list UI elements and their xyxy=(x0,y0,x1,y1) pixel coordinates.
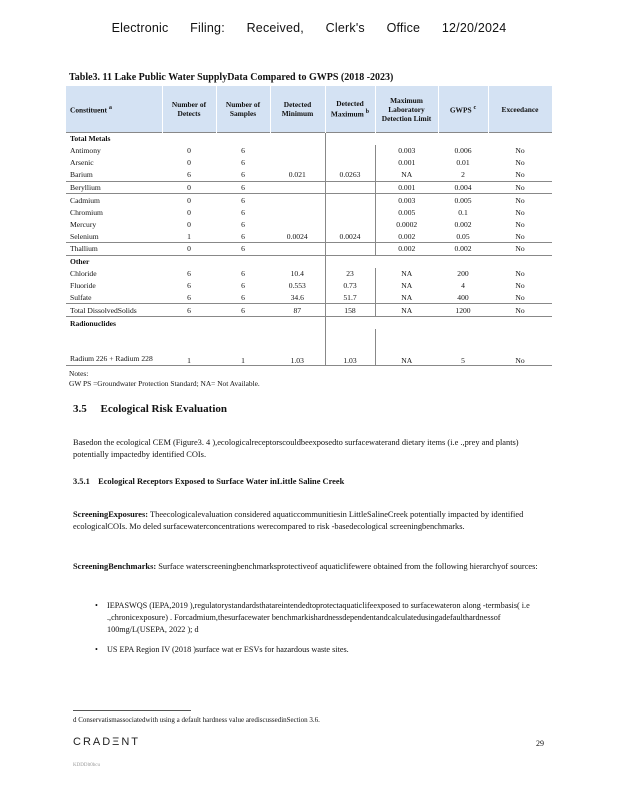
table-cell: Antimony xyxy=(70,146,101,156)
group-label: Radionuclides xyxy=(66,317,325,329)
table-header-row xyxy=(66,86,552,133)
table-cell: 0.005 xyxy=(438,194,488,206)
header-word: Office xyxy=(386,21,421,35)
table-cell: 0.0024 xyxy=(286,231,308,241)
table-cell: NA xyxy=(375,280,438,292)
table-row xyxy=(66,292,552,304)
table-cell: Chloride xyxy=(70,269,97,279)
table-row xyxy=(66,157,552,169)
table-cell xyxy=(270,243,325,256)
table-cell: 0.004 xyxy=(438,181,488,194)
filing-header xyxy=(0,21,618,35)
table-row xyxy=(66,218,552,230)
table-cell: 400 xyxy=(457,293,469,303)
table-cell: No xyxy=(488,194,552,206)
table-cell: Cadmium xyxy=(66,194,162,206)
table-cell: 0 xyxy=(162,194,216,206)
table-row xyxy=(66,329,552,366)
table-cell: Chromium xyxy=(70,207,103,217)
table-cell: 34.6 xyxy=(290,293,304,303)
table-cell: No xyxy=(488,304,552,317)
table-cell: 0.003 xyxy=(375,194,438,206)
table-cell: 5 xyxy=(438,329,488,366)
table-cell: NA xyxy=(375,268,438,280)
table-row xyxy=(66,181,552,194)
table-cell: 0.002 xyxy=(438,243,488,256)
list-item: • IEPASWQS (IEPA,2019 ),regulatorystandardsthatareintendedtoprotectaquaticlifeexposed to surfacewateron along -termbasis( i.e .,chronicexposure) . Forcadmium,thesurfacewater benchmarkishardnessdependentandcalculatedusingadefaulthardnessof 100mg/L(USEPA, 2022 ); d xyxy=(95,601,530,634)
table-caption: Table3. 11 Lake Public Water SupplyData Compared to GWPS (2018 -2023) xyxy=(69,72,394,83)
col-header: Number of Samples xyxy=(216,86,270,133)
table-cell: 0.0263 xyxy=(325,169,375,181)
table-group-row xyxy=(66,317,552,329)
benchmark-list xyxy=(95,600,535,664)
subsection-heading: 3.5.1 Ecological Receptors Exposed to Surface Water inLittle Saline Creek xyxy=(73,477,345,486)
table-cell: No xyxy=(488,329,552,366)
table-cell: NA xyxy=(375,329,438,366)
table-row xyxy=(66,145,552,157)
header-word: Electronic xyxy=(111,21,169,35)
table-cell: 1200 xyxy=(438,304,488,317)
table-cell: 1 xyxy=(216,329,270,366)
col-header: Detected Minimum xyxy=(270,86,325,133)
table-cell: 6 xyxy=(162,304,216,317)
table-cell: 0.002 xyxy=(375,230,438,242)
table-cell: 6 xyxy=(241,170,245,180)
table-cell: 1 xyxy=(187,231,191,241)
group-label: Total Metals xyxy=(66,133,325,145)
table-row xyxy=(66,194,552,206)
table-cell: 6 xyxy=(241,293,245,303)
table-cell: 0.001 xyxy=(375,181,438,194)
table-group-row xyxy=(66,133,552,145)
table-cell: No xyxy=(515,269,525,279)
group-label: Other xyxy=(66,255,325,267)
table-cell: 10.4 xyxy=(290,269,304,279)
table-cell: 200 xyxy=(457,269,469,279)
table-cell: 6 xyxy=(241,219,245,229)
table-cell: 0 xyxy=(187,146,191,156)
table-cell: Fluoride xyxy=(70,281,96,291)
table-cell: 0.73 xyxy=(325,280,375,292)
table-cell: No xyxy=(515,281,525,291)
table-cell: 1.03 xyxy=(325,329,375,366)
table-cell: NA xyxy=(375,169,438,181)
table-cell xyxy=(270,194,325,206)
table-cell: 0.05 xyxy=(456,231,470,241)
table-row xyxy=(66,169,552,181)
table-cell: 0 xyxy=(187,219,191,229)
paragraph-intro: Basedon the ecological CEM (Figure3. 4 ),ecologicalreceptorscouldbeexposedto surfacewaterand dietary items (i.e .,prey and plants) potentially impactedby identified COIs. xyxy=(73,438,519,459)
table-cell xyxy=(325,206,375,218)
table-row xyxy=(66,230,552,242)
table-cell: 0.001 xyxy=(375,157,438,169)
table-row xyxy=(66,280,552,292)
table-cell: 2 xyxy=(461,170,465,180)
table-cell xyxy=(270,145,325,157)
table-cell xyxy=(270,218,325,230)
table-row xyxy=(66,304,552,317)
table-cell: 51.7 xyxy=(325,292,375,304)
footnote: d Conservatismassociatedwith using a default hardness value arediscussedinSection 3.6. xyxy=(73,716,320,724)
list-item: • US EPA Region IV (2018 )surface wat er ESVs for hazardous waste sites. xyxy=(95,645,349,654)
table-cell: Arsenic xyxy=(70,158,94,168)
table-cell: 0.002 xyxy=(454,219,472,229)
col-header: GWPS $^c$ xyxy=(438,86,488,133)
table-cell xyxy=(270,181,325,194)
table-cell: 6 xyxy=(241,146,245,156)
table-cell: 0.1 xyxy=(458,207,468,217)
table-cell: 6 xyxy=(216,243,270,256)
table-cell: 158 xyxy=(325,304,375,317)
table-cell: Thallium xyxy=(66,243,162,256)
col-header: Constituent $^a$ xyxy=(66,86,162,133)
table-cell: 6 xyxy=(216,181,270,194)
table-cell: No xyxy=(515,219,525,229)
table-cell: 4 xyxy=(461,281,465,291)
table-cell: 6 xyxy=(241,269,245,279)
data-table xyxy=(66,86,553,366)
table-cell: 87 xyxy=(270,304,325,317)
table-cell: 6 xyxy=(187,293,191,303)
col-header: Detected Maximum $^b$ xyxy=(325,86,375,133)
table-cell: 6 xyxy=(187,269,191,279)
section-heading: 3.5 Ecological Risk Evaluation xyxy=(73,403,228,415)
table-row xyxy=(66,268,552,280)
table-cell: No xyxy=(488,181,552,194)
table-cell: 6 xyxy=(241,207,245,217)
table-cell: 0.0024 xyxy=(325,230,375,242)
table-cell xyxy=(325,243,375,256)
table-cell: No xyxy=(515,170,525,180)
table-cell: No xyxy=(515,158,525,168)
table-cell: 0.002 xyxy=(375,243,438,256)
company-logo: CRADΞNT xyxy=(73,736,140,748)
table-cell: No xyxy=(515,207,525,217)
notes-title: Notes: xyxy=(69,369,89,378)
table-cell: 0.0002 xyxy=(375,218,438,230)
header-word: Filing: xyxy=(190,21,225,35)
group-spacer xyxy=(325,255,552,267)
table-cell: Mercury xyxy=(70,219,97,229)
paragraph-benchmarks: ScreeningBenchmarks: Surface waterscreeningbenchmarksprotectiveof aquaticlifewere obtained from the following hierarchyof sources: xyxy=(73,562,538,571)
table-cell: No xyxy=(515,293,525,303)
page-number: 29 xyxy=(536,739,544,748)
group-spacer xyxy=(325,317,552,329)
table-cell: Radium 226 + Radium 228 xyxy=(66,329,162,366)
table-cell: Beryllium xyxy=(66,181,162,194)
table-notes xyxy=(69,369,260,389)
table-cell: 0 xyxy=(162,181,216,194)
table-cell xyxy=(270,157,325,169)
table-cell: No xyxy=(488,243,552,256)
table-cell: 0 xyxy=(162,243,216,256)
table-cell xyxy=(325,194,375,206)
table-cell: 0.006 xyxy=(454,146,472,156)
footer-code: KDDDlt0bcu xyxy=(73,763,100,768)
table-cell: 6 xyxy=(241,158,245,168)
header-word: Received, xyxy=(246,21,304,35)
table-cell: 0.021 xyxy=(288,170,306,180)
table-cell xyxy=(325,157,375,169)
group-spacer xyxy=(325,133,552,145)
table-cell: No xyxy=(515,146,525,156)
table-cell xyxy=(325,181,375,194)
table-cell: 6 xyxy=(241,281,245,291)
notes-line: GW PS =Groundwater Protection Standard; NA= Not Available. xyxy=(69,379,260,388)
table-cell xyxy=(270,206,325,218)
table-cell: 0.01 xyxy=(456,158,470,168)
table-cell: 6 xyxy=(216,304,270,317)
table-cell: 1.03 xyxy=(270,329,325,366)
table-cell: Selenium xyxy=(70,231,99,241)
table-cell: 23 xyxy=(325,268,375,280)
table-cell: 6 xyxy=(187,281,191,291)
header-word: 12/20/2024 xyxy=(441,21,507,35)
col-header: Number of Detects xyxy=(162,86,216,133)
table-cell: 0 xyxy=(187,158,191,168)
table-cell: 1 xyxy=(162,329,216,366)
table-cell: 6 xyxy=(241,231,245,241)
paragraph-exposures: ScreeningExposures: Theecologicalevaluation considered aquaticcommunitiesin LittleSalineCreek potentially impacted by identified ecologicalCOIs. Mo deled surfacewaterconcentrations werecompared to risk -basedecological screeningbenchmarks. xyxy=(73,510,524,531)
table-cell xyxy=(325,145,375,157)
footnote-rule xyxy=(73,710,191,711)
table-cell: 6 xyxy=(187,170,191,180)
table-cell: NA xyxy=(375,304,438,317)
table-cell: 6 xyxy=(216,194,270,206)
table-cell: Sulfate xyxy=(70,293,92,303)
col-header: Exceedance xyxy=(488,86,552,133)
table-cell: NA xyxy=(375,292,438,304)
table-cell: 0.553 xyxy=(288,281,306,291)
table-cell: 0 xyxy=(187,207,191,217)
col-header: Maximum Laboratory Detection Limit xyxy=(375,86,438,133)
table-cell: 0.005 xyxy=(375,206,438,218)
table-row xyxy=(66,243,552,256)
table-cell xyxy=(325,218,375,230)
table-cell: Total DissolvedSolids xyxy=(66,304,162,317)
table-cell: Barium xyxy=(70,170,93,180)
table-cell: No xyxy=(515,231,525,241)
header-word: Clerk's xyxy=(325,21,365,35)
table-row xyxy=(66,206,552,218)
table-cell: 0.003 xyxy=(375,145,438,157)
table-group-row xyxy=(66,255,552,267)
